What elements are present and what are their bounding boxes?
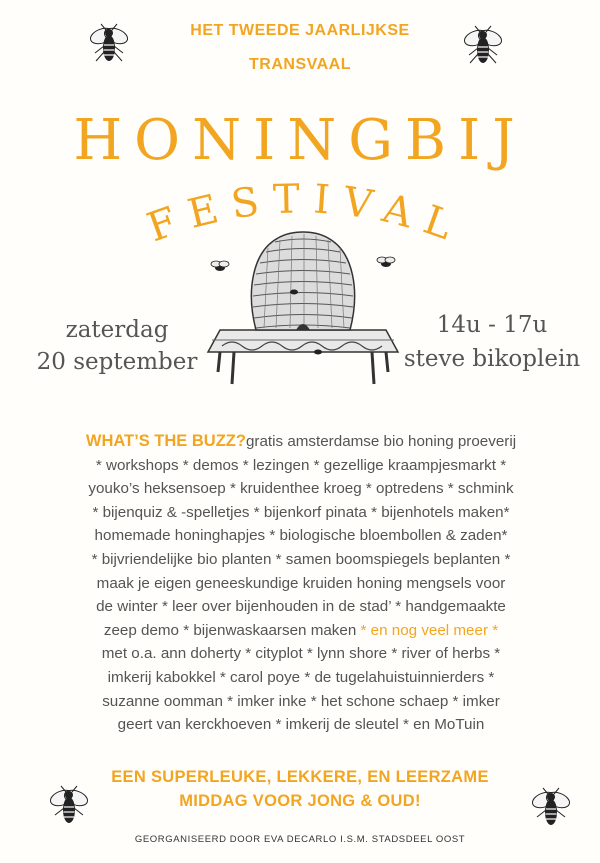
time-place-block — [392, 308, 592, 376]
organizer-credit: GEORGANISEERD DOOR EVA DECARLO I.S.M. STADSDEEL OOST — [134, 834, 466, 845]
date-day: zaterdag — [65, 317, 169, 343]
artists-line-1: imkerij kabokkel * carol poye * de tugelahuistuinnierders * — [107, 668, 495, 686]
beehive-illustration — [198, 212, 408, 387]
program-line-3: * bijenquiz & -spelletjes * bijenkorf pinata * bijenhotels maken* — [92, 503, 510, 521]
program-line-4: homemade honinghapjes * biologische bloembollen & zaden* — [94, 527, 508, 545]
program-line-1: * workshops * demos * lezingen * gezellige kraampjesmarkt * — [95, 456, 507, 474]
program-line-7: de winter * leer over bijenhouden in de stad’ * handgemaakte — [96, 598, 506, 616]
slogan-line-2: MIDDAG VOOR JONG & OUD! — [179, 792, 421, 810]
program-line — [6, 430, 596, 454]
buzz-heading: WHAT’S THE BUZZ? — [85, 432, 246, 450]
artists-line-2: suzanne oomman * imker inke * het schone schaep * imker — [102, 692, 500, 710]
program-line-5: * bijvriendelijke bio planten * samen boomspiegels beplanten * — [91, 550, 511, 568]
program-line-6: maak je eigen geneeskundige kruiden honing mengsels voor — [96, 574, 506, 592]
header-line-1: HET TWEEDE JAARLIJKSE — [190, 22, 410, 39]
program-text — [6, 430, 596, 737]
title-main: HONINGBIJ — [73, 108, 527, 173]
slogan-line-1: EEN SUPERLEUKE, LEKKERE, EN LEERZAME — [111, 768, 489, 786]
date-block — [22, 314, 212, 378]
header-line-2: TRANSVAAL — [249, 56, 351, 73]
event-place: steve bikoplein — [403, 346, 581, 372]
event-time: 14u - 17u — [436, 312, 548, 338]
program-line-2: youko’s heksensoep * kruidenthee kroeg * optredens * schmink — [88, 480, 514, 498]
date-date: 20 september — [36, 349, 198, 375]
program-line-0: gratis amsterdamse bio honing proeverij — [245, 433, 517, 450]
more-highlight: * en nog veel meer * — [360, 621, 499, 639]
title-sub: FESTIVAL — [141, 176, 471, 254]
program-line-8: zeep demo * bijenwaskaarsen maken — [103, 621, 361, 639]
artists-line-0: met o.a. ann doherty * cityplot * lynn shore * river of herbs * — [101, 645, 501, 663]
artists-line-3: geert van kerckhoeven * imkerij de sleutel * en MoTuin — [117, 716, 485, 734]
program-line — [6, 619, 596, 643]
